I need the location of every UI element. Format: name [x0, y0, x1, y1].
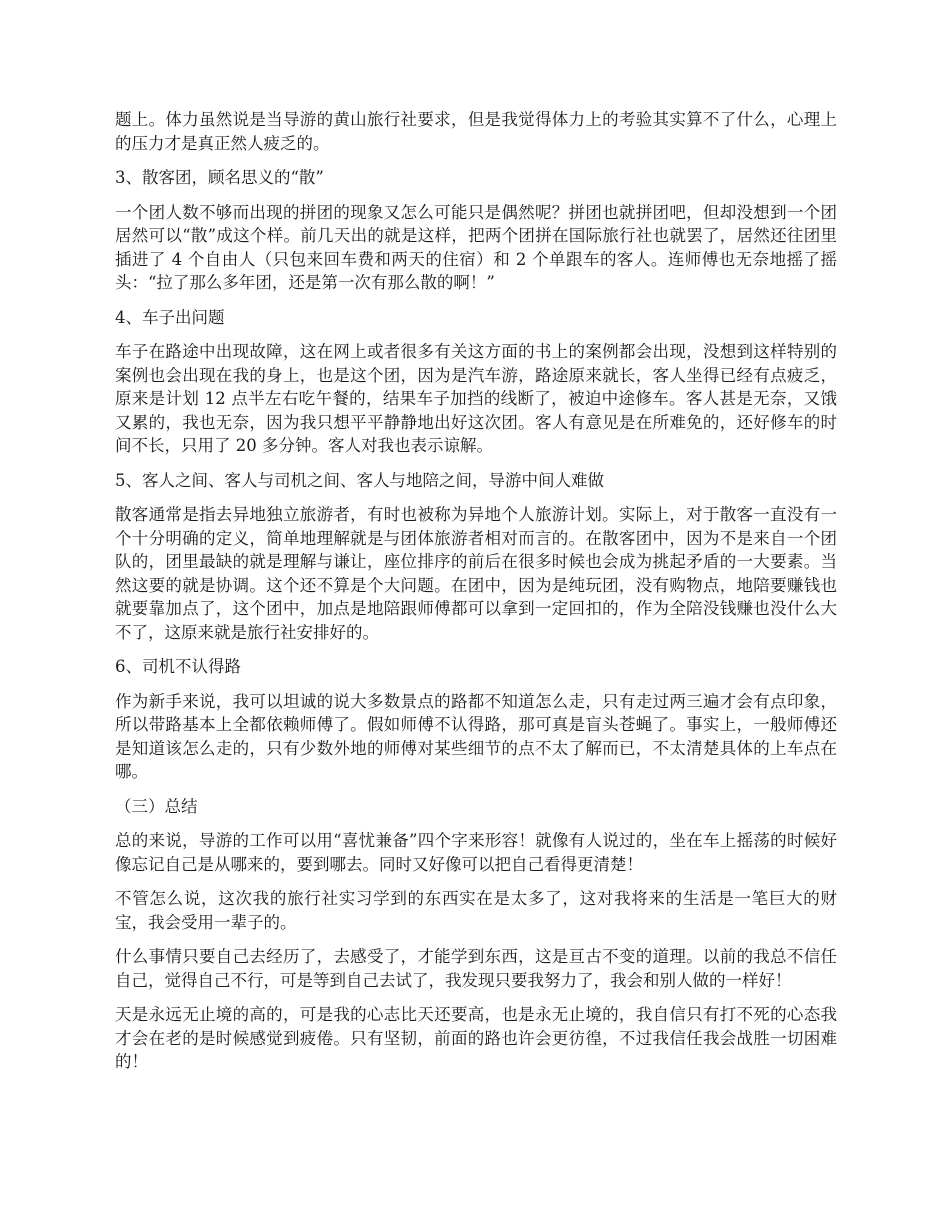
- paragraph-section-6: 作为新手来说，我可以坦诚的说大多数景点的路都不知道怎么走，只有走过两三遍才会有点印象，所以带路基本上全都依赖师傅了。假如师傅不认得路，那可真是盲头苍蝇了。事实上，一般师傅还是知道该怎么走的，只有少数外地的师傅对某些细节的点不太了解而已，不太清楚具体的上车点在哪。: [115, 691, 837, 781]
- heading-section-4: 4、车子出问题: [115, 307, 225, 327]
- paragraph-summary-3: 什么事情只要自己去经历了，去感受了，才能学到东西，这是亘古不变的道理。以前的我总不信任自己，觉得自己不行，可是等到自己去试了，我发现只要我努力了，我会和别人做的一样好！: [115, 947, 837, 990]
- paragraph-section-4: 车子在路途中出现故障，这在网上或者很多有关这方面的书上的案例都会出现，没想到这样特别的案例也会出现在我的身上，也是这个团，因为是汽车游，路途原来就长，客人坐得已经有点疲乏，原来是计划 12 点半左右吃午餐的，结果车子加挡的线断了，被迫中途修车。客人甚是无奈，又饿又累的，我也无奈，因为我只想平平静静地出好这次团。客人有意见是在所难免的，还好修车的时间不长，只用了 20 多分钟。客人对我也表示谅解。: [115, 342, 837, 455]
- heading-section-6: 6、司机不认得路: [115, 657, 241, 676]
- paragraph-summary-4: 天是永远无止境的高的，可是我的心志比天还要高，也是永无止境的，我自信只有打不死的心态我才会在老的是时候感觉到疲倦。只有坚韧，前面的路也许会更彷徨，不过我信任我会战胜一切困难的！: [115, 1005, 837, 1071]
- paragraph-summary-2: 不管怎么说，这次我的旅行社实习学到的东西实在是太多了，这对我将来的生活是一笔巨大的财宝，我会受用一辈子的。: [115, 889, 837, 932]
- document-body: [115, 108, 837, 1085]
- heading-section-5: 5、客人之间、客人与司机之间、客人与地陪之间，导游中间人难做: [115, 470, 604, 490]
- paragraph-intro: 题上。体力虽然说是当导游的黄山旅行社要求，但是我觉得体力上的考验其实算不了什么，心理上的压力才是真正然人疲乏的。: [115, 110, 837, 153]
- paragraph-summary-1: 总的来说，导游的工作可以用“喜忧兼备”四个字来形容！就像有人说过的，坐在车上摇荡的时候好像忘记自己是从哪来的，要到哪去。同时又好像可以把自己看得更清楚！: [115, 831, 837, 874]
- heading-section-3: 3、散客团，顾名思义的“散”: [115, 168, 324, 187]
- paragraph-section-3: 一个团人数不够而出现的拼团的现象又怎么可能只是偶然呢？拼团也就拼团吧，但却没想到一个团居然可以“散”成这个样。前几天出的就是这样，把两个团拼在国际旅行社也就罢了，居然还往团里插进了 4 个自由人（只包来回车费和两天的住宿）和 2 个单跟车的客人。连师傅也无奈地摇了摇头：“拉了那么多年团，还是第一次有那么散的啊！”: [115, 202, 837, 292]
- heading-summary: （三）总结: [115, 796, 198, 816]
- paragraph-section-5: 散客通常是指去异地独立旅游者，有时也被称为异地个人旅游计划。实际上，对于散客一直没有一个十分明确的定义，简单地理解就是与团体旅游者相对而言的。在散客团中，因为不是来自一个团队的，团里最缺的就是理解与谦让，座位排序的前后在很多时候也会成为挑起矛盾的一大要素。当然这要的就是协调。这个还不算是个大问题。在团中，因为是纯玩团，没有购物点，地陪要赚钱也就要靠加点了，这个团中，加点是地陪跟师傅都可以拿到一定回扣的，作为全陪没钱赚也没什么大不了，这原来就是旅行社安排好的。: [115, 505, 837, 642]
